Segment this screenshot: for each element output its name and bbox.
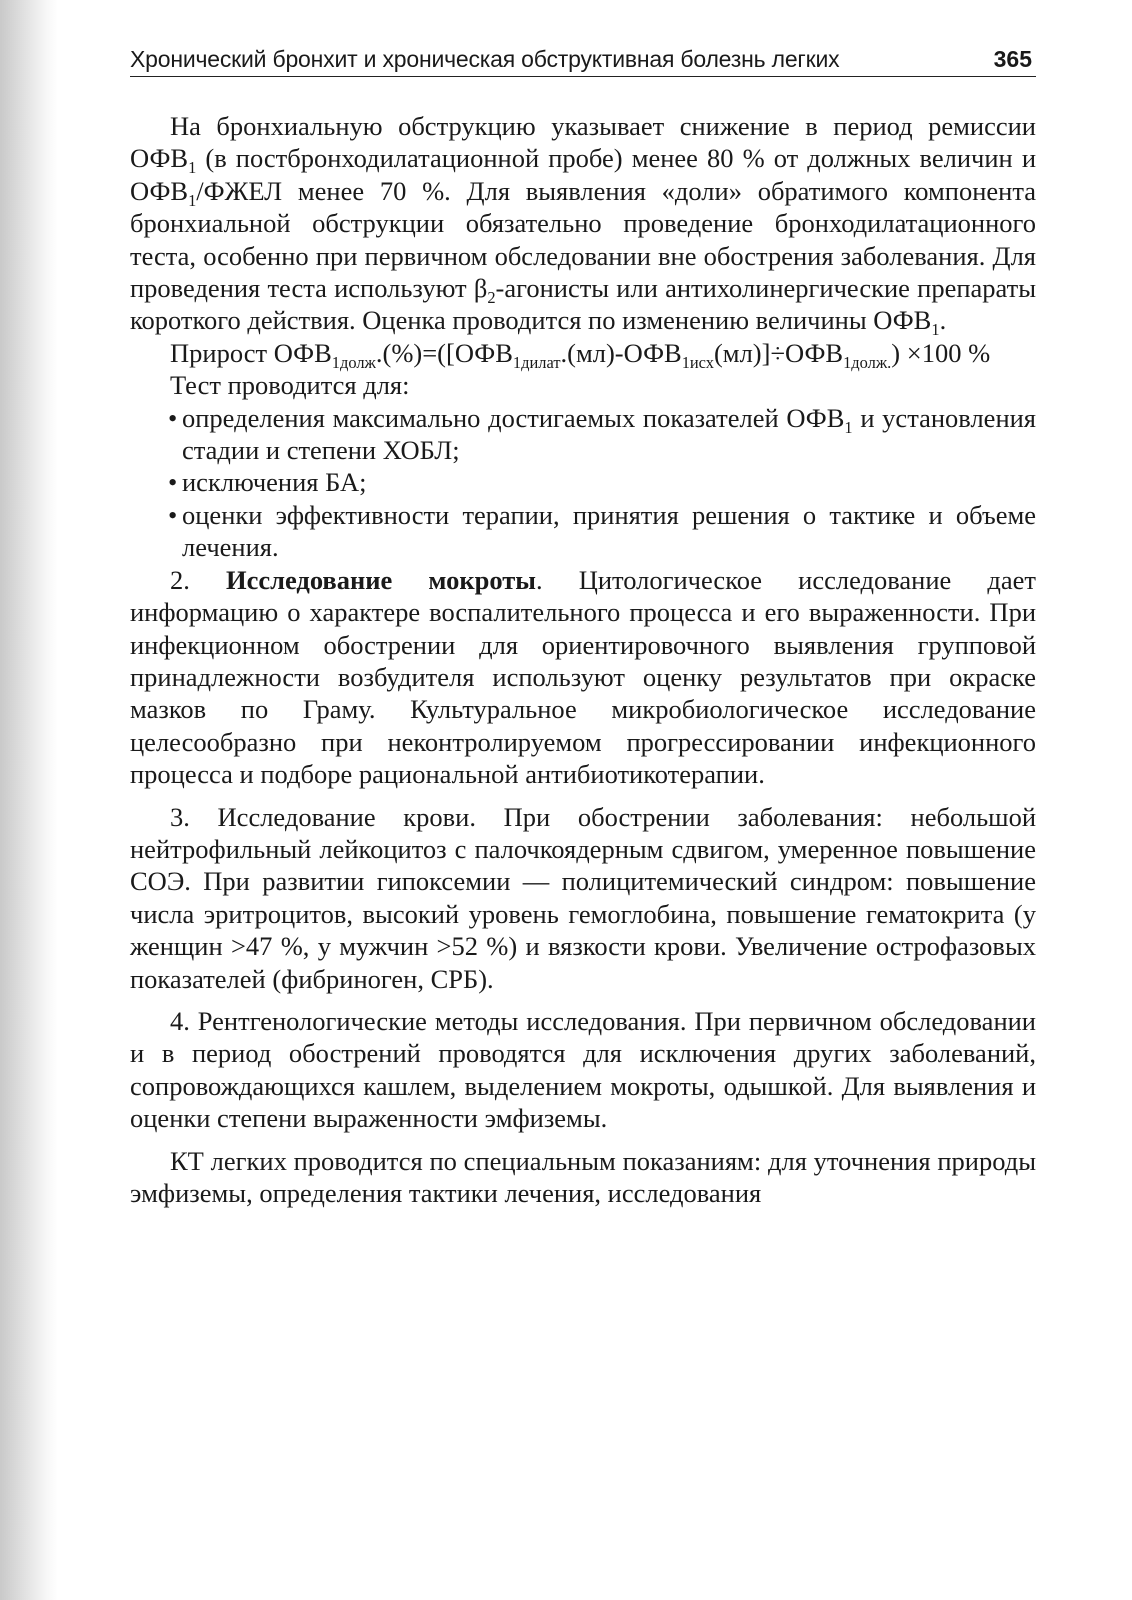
xray-section: 4. Рентгенологические методы исследования. При первичном обследовании и в период обострений проводятся для исключения других заболеваний, сопровождающихся кашлем, выделением мокроты, одышкой. Для выявления и оценки степени выраженности эмфиземы.	[130, 1005, 1036, 1134]
fev1-gain-formula: Прирост $ОФВ_{1долж}.(\%)=([ОФВ_{1дилат}.(мл)-ОФВ_{1исх}(мл)]\div ОФВ_{1долж.}) \times 100$ %	[170, 337, 991, 372]
page-number: 365	[993, 46, 1032, 72]
list-item: • определения максимально достигаемых показателей $ОФВ_1$ и установления стадии и степени ХОБЛ;	[168, 402, 1036, 466]
scan-edge-shadow	[0, 0, 58, 1600]
bullet-icon: •	[168, 467, 178, 498]
test-purpose-list	[130, 402, 1036, 564]
bronchial-obstruction-paragraph: На бронхиальную обструкцию указывает снижение в период ремиссии $ОФВ_1$ (в постбронходилатационной пробе) менее 80 % от должных величин и $ОФВ_1$/ФЖЕЛ менее 70 %. Для выявления «доли» обратимого компонента бронхиальной обструкции обязательно проведение бронходилатационного теста, особенно при первичном обследовании вне обострения заболевания. Для проведения теста используют $\beta_2$-агонисты или антихолинергические препараты короткого действия. Оценка проводится по изменению величины $ОФВ_1$.	[130, 111, 1036, 340]
running-title: Хронический бронхит и хроническая обструктивная болезнь легких	[130, 46, 840, 72]
sputum-section-title: Исследование мокроты	[226, 564, 536, 595]
blood-test-section: 3. Исследование крови. При обострении заболевания: небольшой нейтрофильный лейкоцитоз с палочкоядерным сдвигом, умеренное повышение СОЭ. При развитии гипоксемии — полицитемический синдром: повышение числа эритроцитов, высокий уровень гемоглобина, повышение гематокрита (у женщин >47 %, у мужчин >52 %) и вязкости крови. Увеличение острофазовых показателей (фибриноген, СРБ).	[130, 801, 1036, 994]
page-body	[130, 110, 1036, 1209]
sputum-section: 2. Исследование мокроты. Цитологическое исследование дает информацию о характере воспалительного процесса и его выраженности. При инфекционном обострении для ориентировочного выявления групповой принадлежности возбудителя используют оценку результатов при окраске мазков по Граму. Культуральное микробиологическое исследование целесообразно при неконтролируемом прогрессировании инфекционного процесса и подборе рациональной антибиотикотерапии.	[130, 564, 1037, 790]
test-intro: Тест проводится для:	[170, 370, 410, 401]
ct-paragraph: КТ легких проводится по специальным показаниям: для уточнения природы эмфиземы, определения тактики лечения, исследования	[130, 1145, 1036, 1208]
list-item: • исключения БА;	[168, 467, 367, 498]
list-item: • оценки эффективности терапии, принятия решения о тактике и объеме лечения.	[168, 499, 1036, 563]
page-header	[130, 42, 1036, 77]
bullet-icon: •	[168, 499, 178, 530]
bullet-icon: •	[168, 402, 178, 433]
